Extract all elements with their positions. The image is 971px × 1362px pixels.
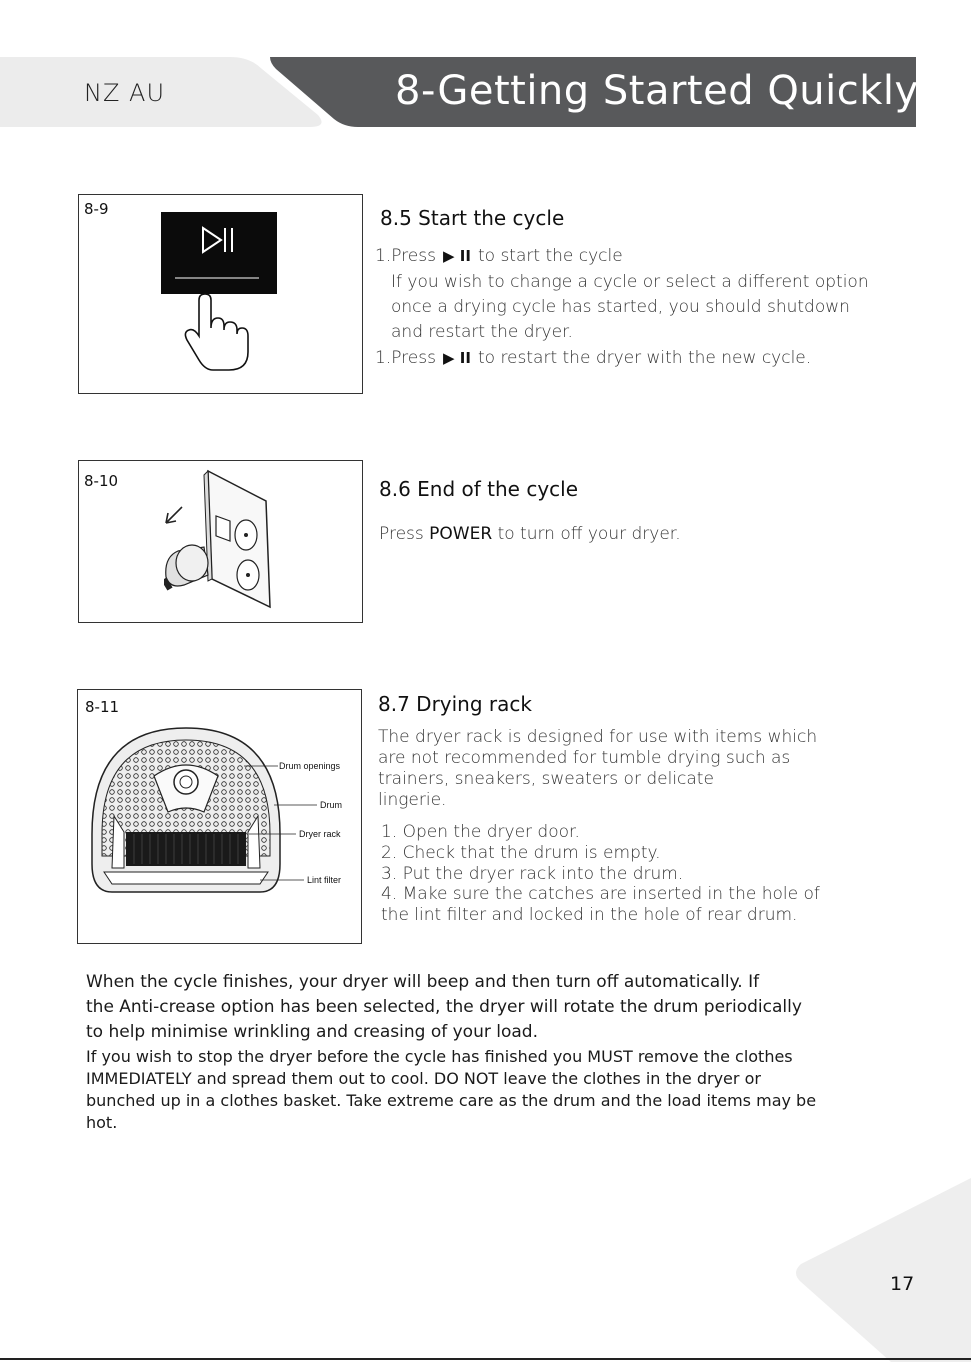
bottom-rule — [0, 1358, 971, 1360]
step-suffix: to restart the dryer with the new cycle. — [477, 348, 812, 368]
start-pause-icon: ▶ II — [443, 349, 471, 367]
callout-lint-filter: Lint filter — [307, 875, 342, 885]
start-step-1 — [375, 244, 623, 269]
note-p1-line-2: the Anti-crease option has been selected, the dryer will rotate the drum periodically — [86, 997, 802, 1017]
drying-rack-illustration — [84, 724, 356, 936]
figure-label: 8-9 — [84, 200, 109, 218]
note-p1-line-1: When the cycle finishes, your dryer will beep and then turn off automatically. If — [86, 972, 760, 992]
rack-para-line-1: The dryer rack is designed for use with items which — [378, 727, 818, 747]
figure-8-10 — [78, 460, 363, 623]
rack-step-3: 3. Put the dryer rack into the drum. — [381, 864, 684, 884]
figure-8-11 — [77, 689, 362, 944]
start-note-line-1: If you wish to change a cycle or select a different option — [391, 272, 869, 292]
rack-para-line-3: trainers, sneakers, sweaters or delicate — [378, 769, 714, 789]
end-instruction — [379, 522, 681, 547]
region-label: NZ AU — [84, 79, 166, 107]
page-title: 8-Getting Started Quickly — [395, 68, 919, 114]
section-title-rack: 8.7 Drying rack — [378, 692, 532, 716]
callout-drum-openings: Drum openings — [279, 761, 341, 771]
rack-para-line-4: lingerie. — [378, 790, 447, 810]
rack-para-line-2: are not recommended for tumble drying such as — [378, 748, 791, 768]
end-text-suffix: to turn off your dryer. — [497, 524, 681, 544]
power-keyword: POWER — [429, 524, 493, 544]
rack-step-4-cont: the lint filter and locked in the hole of rear drum. — [381, 905, 798, 925]
page-corner-decoration — [771, 1178, 971, 1362]
step-prefix: 1.Press — [375, 348, 436, 368]
note-p2-line-1: If you wish to stop the dryer before the cycle has finished you MUST remove the clothes — [86, 1047, 793, 1066]
rack-step-4: 4. Make sure the catches are inserted in the hole of — [381, 884, 820, 904]
note-p2-line-4: hot. — [86, 1113, 118, 1132]
note-p2-line-3: bunched up in a clothes basket. Take extreme care as the drum and the load items may be — [86, 1091, 817, 1110]
page-number: 17 — [890, 1273, 915, 1295]
start-step-2 — [375, 346, 811, 371]
step-suffix: to start the cycle — [477, 246, 623, 266]
figure-label: 8-10 — [84, 472, 119, 490]
note-p2-line-2: IMMEDIATELY and spread them out to cool. DO NOT leave the clothes in the dryer or — [86, 1069, 761, 1088]
rack-step-1: 1. Open the dryer door. — [381, 822, 580, 842]
start-pause-display-illustration — [161, 212, 277, 372]
note-p1-line-3: to help minimise wrinkling and creasing of your load. — [86, 1022, 538, 1042]
hand-pointer-icon — [185, 294, 248, 370]
start-note-line-3: and restart the dryer. — [391, 322, 573, 342]
start-note-line-2: once a drying cycle has started, you should shutdown — [391, 297, 850, 317]
section-title-start: 8.5 Start the cycle — [380, 206, 565, 230]
start-pause-icon: ▶ II — [443, 247, 471, 265]
pull-arrow-icon — [166, 507, 182, 523]
rack-step-2: 2. Check that the drum is empty. — [381, 843, 661, 863]
figure-8-9 — [78, 194, 363, 394]
step-prefix: 1.Press — [375, 246, 436, 266]
callout-drum: Drum — [320, 800, 342, 810]
section-title-end: 8.6 End of the cycle — [379, 477, 579, 501]
power-outlet-illustration — [164, 467, 284, 617]
figure-label: 8-11 — [85, 698, 120, 716]
callout-dryer-rack: Dryer rack — [299, 829, 341, 839]
end-text-prefix: Press — [379, 524, 424, 544]
